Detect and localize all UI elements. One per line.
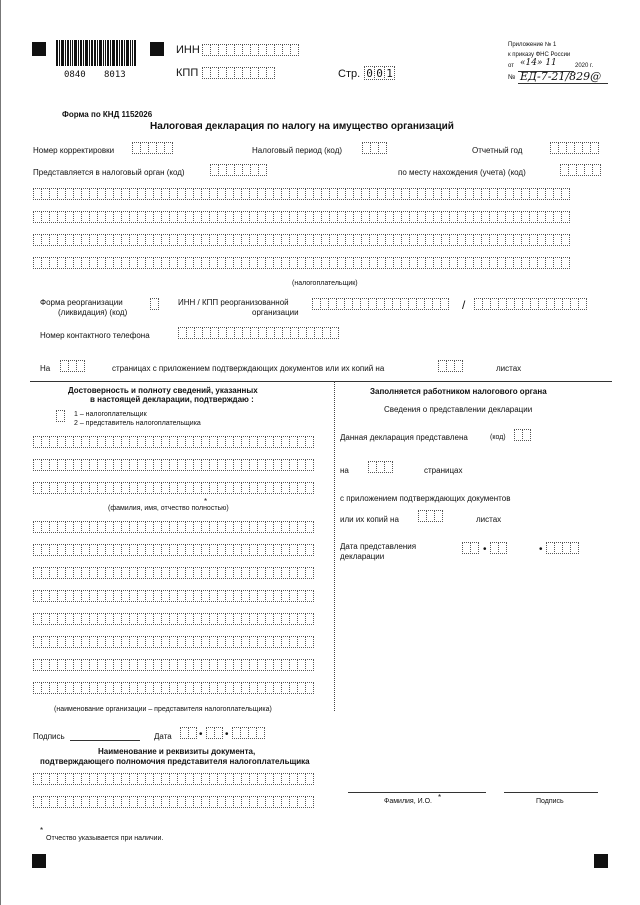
name-row-1[interactable]: [33, 436, 313, 448]
date-separator-2: •: [225, 729, 229, 740]
column-divider: [334, 381, 335, 711]
correction-number-cells[interactable]: [132, 142, 172, 154]
phone-cells[interactable]: [178, 327, 338, 339]
top-middle-marker: [150, 42, 164, 56]
taxpayer-row-1[interactable]: [33, 188, 569, 200]
kpp-label: КПП: [176, 67, 199, 79]
page-title: Налоговая декларация по налогу на имущество организаций: [150, 121, 454, 132]
location-label: по месту нахождения (учета) (код): [398, 168, 526, 177]
inspector-sheets-label: листах: [476, 515, 502, 524]
inspector-name-caption: Фамилия, И.О.: [384, 798, 432, 805]
doc-row-1[interactable]: [33, 773, 313, 785]
appendix-number-handwritten: ЕД-7-21/829@: [520, 70, 602, 83]
tax-authority-cells[interactable]: [210, 164, 266, 176]
doc-row-2[interactable]: [33, 796, 313, 808]
inn-label: ИНН: [176, 44, 200, 56]
inspector-with-docs-label: с приложением подтверждающих документов: [340, 494, 511, 503]
name-caption: (фамилия, имя, отчество полностью): [108, 505, 229, 512]
doc-heading-line1: Наименование и реквизиты документа,: [98, 747, 256, 756]
form-code: Форма по КНД 1152026: [62, 110, 153, 119]
taxpayer-row-3[interactable]: [33, 234, 569, 246]
reorg-form-cell[interactable]: [150, 298, 158, 310]
name-row-2[interactable]: [33, 459, 313, 471]
inspector-heading: Заполняется работником налогового органа: [370, 387, 547, 396]
appendix-line2: к приказу ФНС России: [508, 52, 571, 58]
reporting-year-cells[interactable]: [550, 142, 598, 154]
phone-label: Номер контактного телефона: [40, 331, 150, 340]
bottom-right-marker: [594, 854, 608, 868]
taxpayer-row-2[interactable]: [33, 211, 569, 223]
reorg-form-label-line1: Форма реорганизации: [40, 298, 123, 307]
appendix-number-line: [518, 83, 608, 84]
inspector-date-year-cells[interactable]: [546, 542, 578, 554]
name-row-3[interactable]: [33, 482, 313, 494]
footnote: Отчество указывается при наличии.: [46, 835, 164, 842]
org-row-5[interactable]: [33, 613, 313, 625]
appendix-date-handwritten: «14» 11: [520, 58, 557, 68]
page-label: Стр.: [338, 68, 361, 80]
org-caption: (наименование организации – представителя налогоплательщика): [54, 706, 272, 713]
page-digit-2: 0: [374, 66, 385, 80]
pages-prefix: На: [40, 364, 51, 373]
date-month-cells[interactable]: [206, 727, 222, 739]
pages-middle: страницах с приложением подтверждающих документов или их копий на: [112, 364, 385, 373]
correction-number-label: Номер корректировки: [33, 146, 115, 155]
inn-cells[interactable]: [202, 44, 298, 56]
name-caption-asterisk: *: [204, 497, 208, 506]
presented-code-cells[interactable]: [514, 429, 530, 441]
tax-period-cells[interactable]: [362, 142, 386, 154]
inspector-pages-cells[interactable]: [368, 461, 392, 473]
org-row-7[interactable]: [33, 659, 313, 671]
org-row-8[interactable]: [33, 682, 313, 694]
bottom-left-marker: [32, 854, 46, 868]
inspector-sheets-cells[interactable]: [418, 510, 442, 522]
signature-label: Подпись: [33, 732, 65, 741]
presented-code-label: (код): [490, 434, 506, 441]
signature-line: [70, 740, 140, 741]
date-label: Дата: [154, 732, 172, 741]
inspector-date-label-line1: Дата представления: [340, 542, 417, 551]
appendix-line3-prefix: от: [508, 63, 514, 69]
confirm-option-2: 2 – представитель налогоплательщика: [74, 420, 201, 427]
taxpayer-caption: (налогоплательщик): [292, 280, 358, 287]
taxpayer-row-4[interactable]: [33, 257, 569, 269]
appendix-line4-prefix: №: [508, 74, 516, 81]
reorg-inn-kpp-label-line2: организации: [252, 308, 299, 317]
confirm-heading-line1: Достоверность и полноту сведений, указанных: [68, 386, 258, 395]
reorg-slash: /: [462, 298, 466, 312]
org-row-1[interactable]: [33, 521, 313, 533]
inspector-date-month-cells[interactable]: [490, 542, 506, 554]
page-number-cells: [364, 66, 394, 80]
inspector-pages-label: страницах: [424, 466, 463, 475]
inspector-subheading: Сведения о представлении декларации: [384, 405, 533, 414]
barcode-number-left: 0840: [64, 70, 86, 80]
presented-label: Данная декларация представлена: [340, 433, 468, 442]
inspector-signature-caption: Подпись: [536, 798, 564, 805]
inspector-name-asterisk: *: [438, 793, 442, 802]
date-separator-1: •: [199, 729, 203, 740]
reporting-year-label: Отчетный год: [472, 146, 523, 155]
section-divider: [30, 381, 612, 382]
inspector-date-label-line2: декларации: [340, 552, 385, 561]
barcode-number-right: 8013: [104, 70, 126, 80]
inspector-on-label: на: [340, 466, 349, 475]
inspector-name-line: [348, 792, 486, 793]
inspector-date-day-cells[interactable]: [462, 542, 478, 554]
sheets-count-cells[interactable]: [438, 360, 462, 372]
confirm-option-1: 1 – налогоплательщик: [74, 411, 147, 418]
date-day-cells[interactable]: [180, 727, 196, 739]
org-row-2[interactable]: [33, 544, 313, 556]
org-row-3[interactable]: [33, 567, 313, 579]
page-digit-3: 1: [384, 66, 395, 80]
inspector-date-separator-2: •: [539, 544, 543, 555]
pages-count-cells[interactable]: [60, 360, 84, 372]
reorg-inn-kpp-label-line1: ИНН / КПП реорганизованной: [178, 298, 289, 307]
barcode: [56, 40, 137, 66]
org-row-4[interactable]: [33, 590, 313, 602]
inspector-signature-line: [504, 792, 598, 793]
date-year-cells[interactable]: [232, 727, 264, 739]
reorg-kpp-cells[interactable]: [474, 298, 586, 310]
reorg-form-label-line2: (ликвидация) (код): [58, 308, 128, 317]
inspector-copies-label: или их копий на: [340, 515, 399, 524]
confirm-role-cell[interactable]: [56, 410, 64, 422]
confirm-heading-line2: в настоящей декларации, подтверждаю :: [90, 395, 254, 404]
footnote-asterisk: *: [40, 826, 44, 835]
location-cells[interactable]: [560, 164, 600, 176]
pages-suffix: листах: [496, 364, 522, 373]
appendix-line1: Приложение № 1: [508, 42, 557, 48]
reorg-inn-cells[interactable]: [312, 298, 448, 310]
appendix-line3-suffix: 2020 г.: [575, 63, 594, 69]
doc-heading-line2: подтверждающего полномочия представителя налогоплательщика: [40, 757, 310, 766]
page-digit-1: 0: [364, 66, 375, 80]
tax-authority-label: Представляется в налоговый орган (код): [33, 168, 185, 177]
org-row-6[interactable]: [33, 636, 313, 648]
kpp-cells[interactable]: [202, 67, 274, 79]
top-left-marker: [32, 42, 46, 56]
inspector-date-separator-1: •: [483, 544, 487, 555]
tax-period-label: Налоговый период (код): [252, 146, 343, 155]
